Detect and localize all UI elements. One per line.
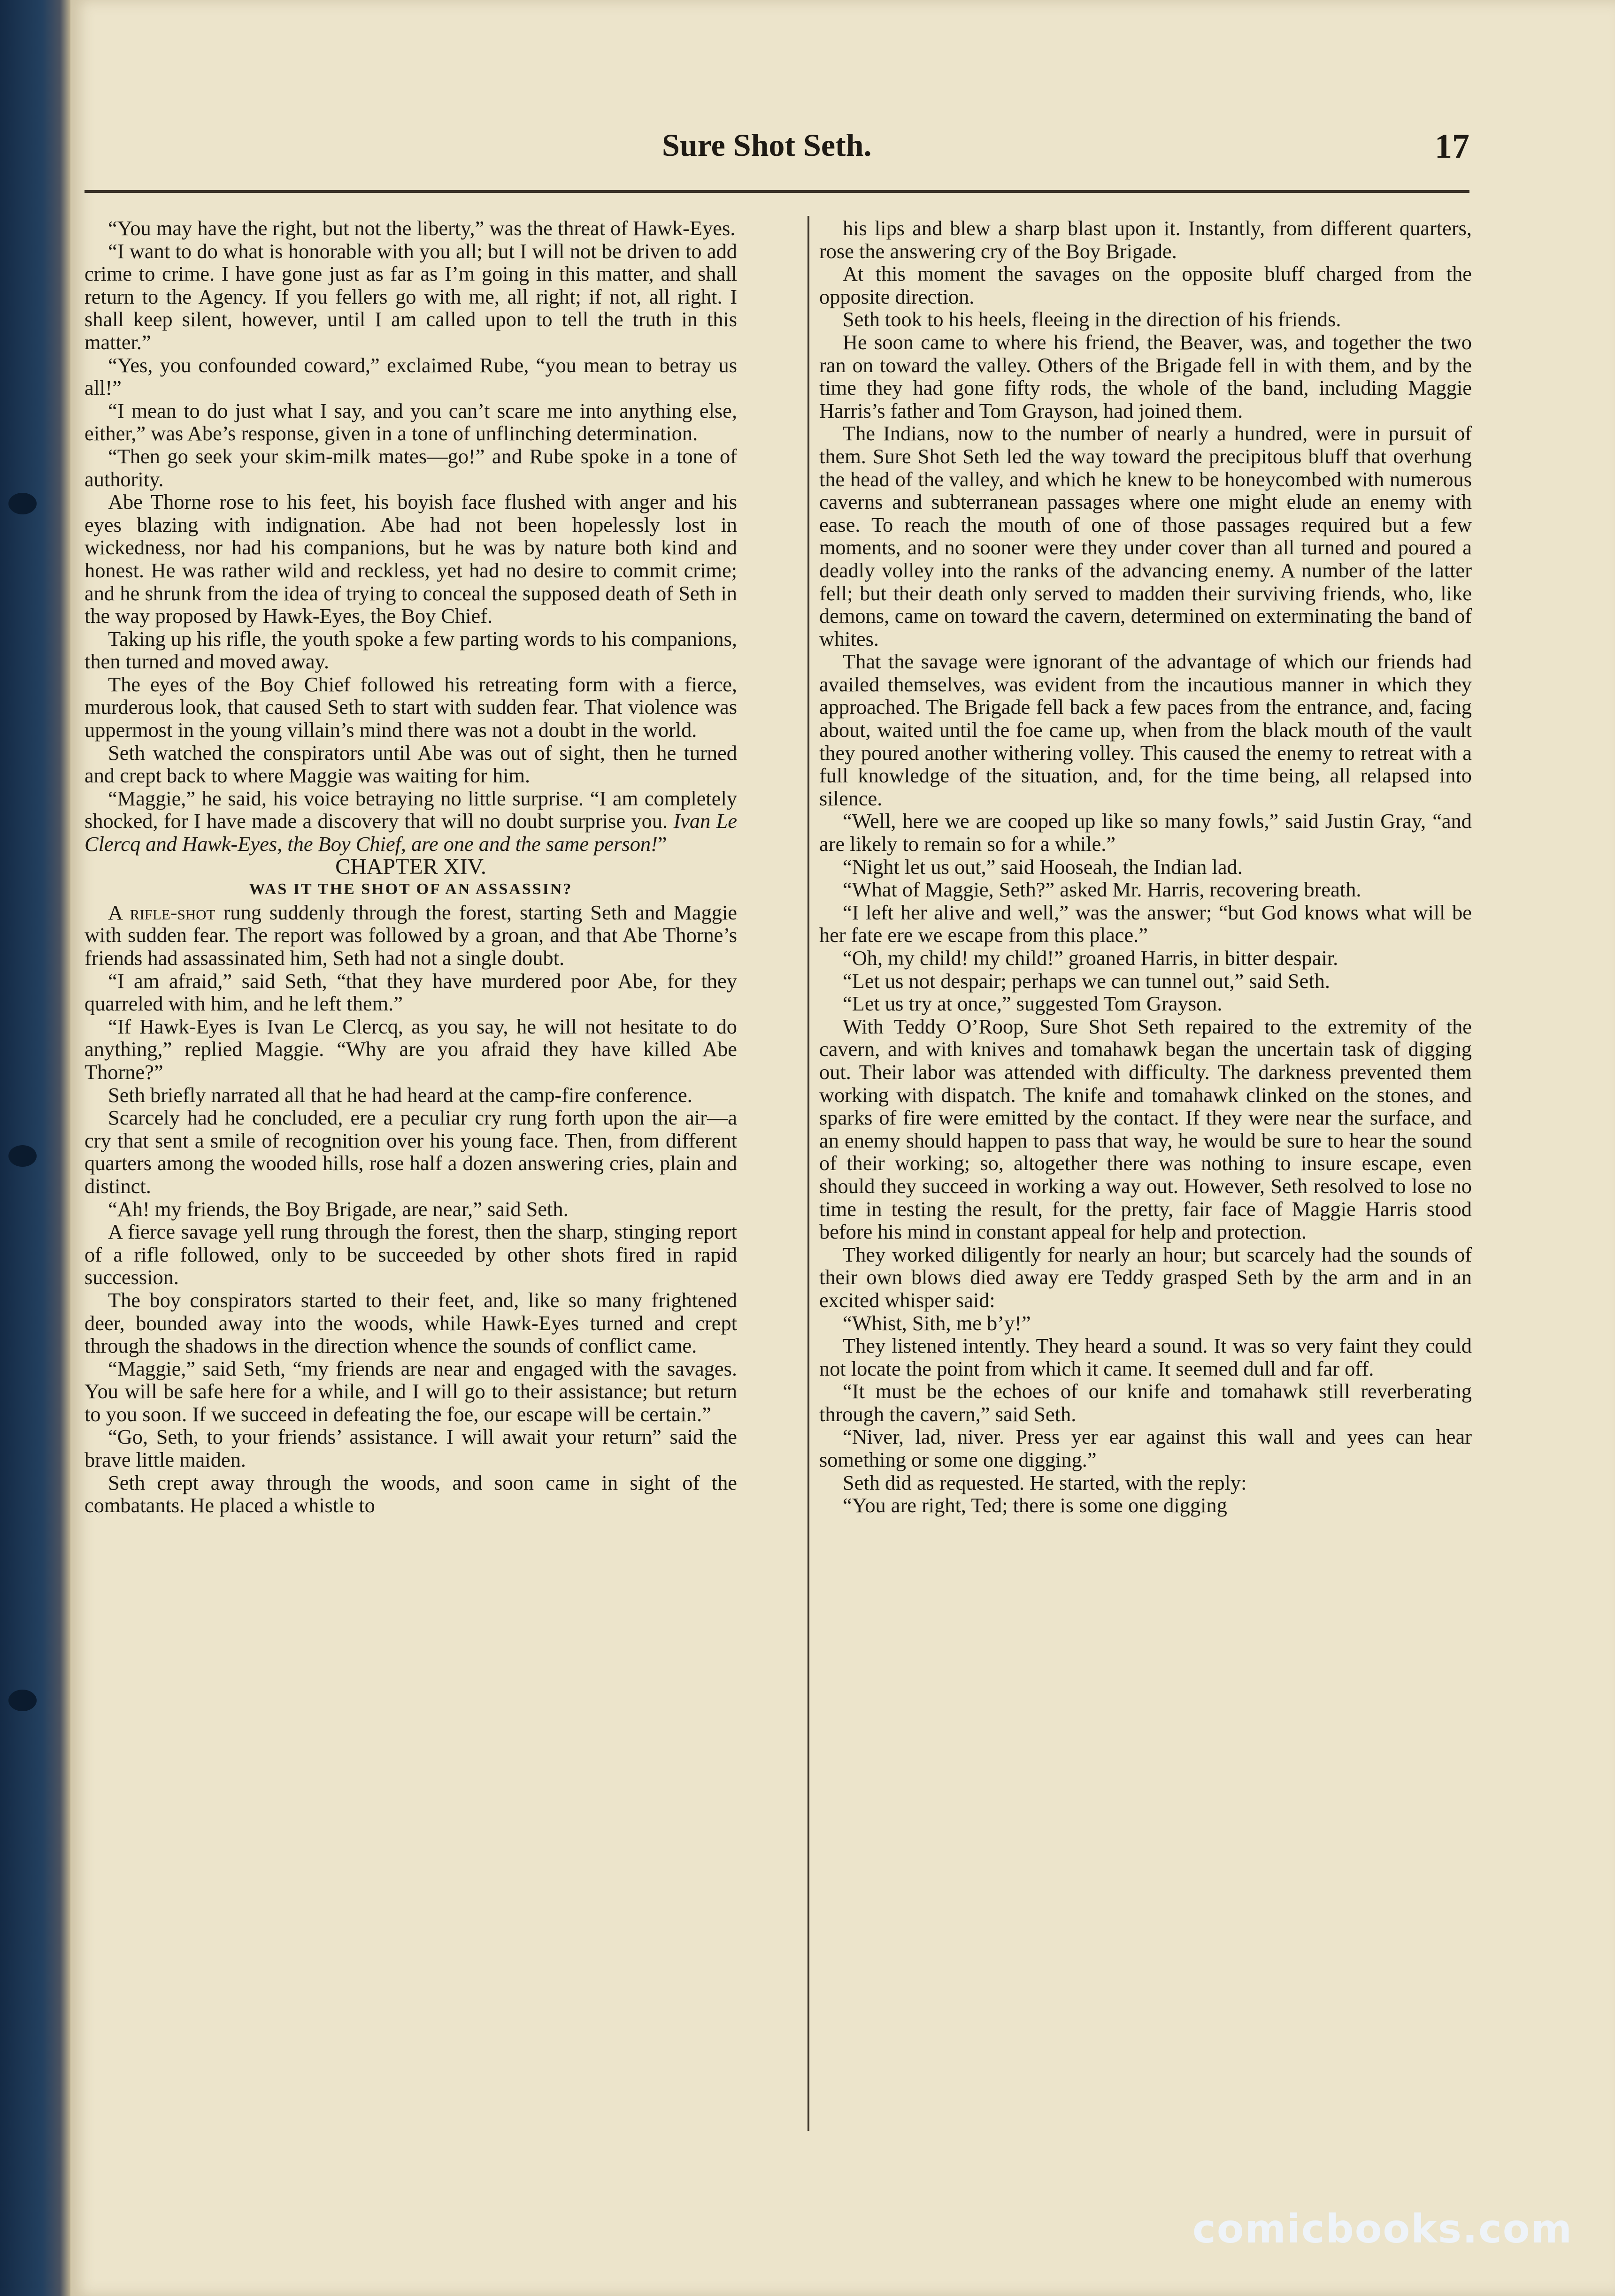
paragraph: He soon came to where his friend, the Beaver, was, and together the two ran on toward the valley. Others of the Brigade fell in with them, and by the time they had gone fifty rods, the whole of the band, including Maggie Harris’s father and Tom Grayson, had joined them. [819,330,1472,422]
paragraph: Seth crept away through the woods, and soon came in sight of the combatants. He placed a whistle to [85,1470,737,1517]
paragraph: The boy conspirators started to their feet, and, like so many frightened deer, bounded away into the woods, while Hawk-Eyes turned and crept through the shadows in the direction whence the sounds of conflict came. [85,1288,737,1358]
paragraph: “Go, Seth, to your friends’ assistance. I will await your return” said the brave little maiden. [85,1425,737,1472]
right-column [819,217,1472,1517]
paragraph: Scarcely had he concluded, ere a peculiar cry rung forth upon the air—a cry that sent a smile of recognition over his young face. Then, from different quarters among the wooded hills, rose half a dozen answering cries, plain and distinct. [85,1106,737,1198]
right-paragraphs [819,217,1472,1517]
paragraph: Seth briefly narrated all that he had heard at the camp-fire conference. [108,1083,692,1107]
paragraph: “Ah! my friends, the Boy Brigade, are near,” said Seth. [108,1197,569,1221]
column-divider [808,216,809,2131]
maggie-paragraph-end: ” [657,832,667,856]
page-number: 17 [1435,127,1469,166]
paragraph: The eyes of the Boy Chief followed his retreating form with a fierce, murderous look, that caused Seth to start with sudden fear. That violence was uppermost in the young villain’s mind there was not a doubt in the world. [85,672,737,742]
paragraph: “Whist, Sith, me b’y!” [843,1311,1031,1335]
paragraph: “Maggie,” said Seth, “my friends are near and engaged with the savages. You will be safe here for a while, and I will go to their assistance; but return to you soon. If we succeed in defeating the foe, our escape will be certain.” [85,1356,737,1426]
paragraph: The Indians, now to the number of nearly a hundred, were in pursuit of them. Sure Shot Seth led the way toward the precipitous bluff that overhung the head of the valley, and which he knew to be honeycombed with numerous caverns and subterranean passages where one might elude an enemy with ease. To reach the mouth of one of those passages required but a few moments, and no sooner were they under cover than all turned and poured a deadly volley into the ranks of the advancing enemy. A number of the latter fell; but their death only served to madden their surviving friends, who, like demons, came on toward the cavern, determined on exterminating the band of whites. [819,421,1472,651]
left-column [85,217,737,1517]
paragraph: “If Hawk-Eyes is Ivan Le Clercq, as you say, he will not hesitate to do anything,” replied Maggie. “Why are you afraid they have killed Abe Thorne?” [85,1014,737,1084]
paragraph: “I mean to do just what I say, and you can’t scare me into anything else, either,” was Abe’s response, given in a tone of unflinching determination. [85,398,737,445]
paragraph: “I am afraid,” said Seth, “that they have murdered poor Abe, for they quarreled with him, and he left them.” [85,969,737,1016]
paragraph: Seth took to his heels, fleeing in the direction of his friends. [843,307,1341,331]
staple-hole [8,1145,37,1167]
running-header [85,127,1469,178]
maggie-paragraph-italic: Ivan Le Clercq and Hawk-Eyes, the Boy Chief, are one and the same person! [85,809,737,856]
paragraph: They worked diligently for nearly an hour; but scarcely had the sounds of their own blows died away ere Teddy grasped Seth by the arm and in an excited whisper said: [819,1242,1472,1312]
header-rule [85,190,1469,193]
paragraph: At this moment the savages on the opposite bluff charged from the opposite direction. [819,262,1472,308]
paragraph: Taking up his rifle, the youth spoke a few parting words to his companions, then turned and moved away. [85,627,737,673]
chapter-first-paragraph [85,901,737,970]
paragraph: Abe Thorne rose to his feet, his boyish face flushed with anger and his eyes blazing with indignation. Abe had not been hopelessly lost in wickedness, nor had his companions, but he was by nature both kind and honest. He was rather wild and reckless, yet had no desire to commit crime; and he shrunk from the idea of trying to conceal the supposed death of Seth in the way proposed by Hawk-Eyes, the Boy Chief. [85,490,737,628]
paragraph: “Niver, lad, niver. Press yer ear against this wall and yees can hear something or some one digging.” [819,1425,1472,1472]
paragraph: “You may have the right, but not the liberty,” was the threat of Hawk-Eyes. [108,216,736,240]
paragraph: They listened intently. They heard a sound. It was so very faint they could not locate the point from which it came. It seemed dull and far off. [819,1334,1472,1380]
staple-hole [8,493,37,514]
paragraph: That the savage were ignorant of the advantage of which our friends had availed themselves, was evident from the incautious manner in which they approached. The Brigade fell back a few paces from the entrance, and, facing about, waited until the foe came up, when from the black mouth of the vault they poured another withering volley. This caused the enemy to retreat with a full knowledge of the situation, and, for the time being, all relapsed into silence. [819,650,1472,810]
chapter-lead-words: A rifle-shot [108,900,215,924]
chapter-first-text: rung suddenly through the forest, starting Seth and Maggie with sudden fear. The report was followed by a groan, and that Abe Thorne’s friends had assassinated him, Seth had not a single doubt. [85,900,737,970]
paragraph: “I want to do what is honorable with you all; but I will not be driven to add crime to crime. I have gone just as far as I’m going in this matter, and shall return to the Agency. If you fellers go with me, all right; if not, all right. I shall keep silent, however, until I am called upon to tell the truth in this matter.” [85,239,737,354]
binding-spine [0,0,70,2296]
paragraph: “Yes, you confounded coward,” exclaimed Rube, “you mean to betray us all!” [85,353,737,400]
running-title: Sure Shot Seth. [662,127,872,163]
site-watermark: comicbooks.com [1192,2206,1573,2252]
paragraph: “Then go seek your skim-milk mates—go!” and Rube spoke in a tone of authority. [85,444,737,491]
paragraph: Seth did as requested. He started, with the reply: [843,1470,1247,1494]
left-paragraphs-before [85,217,737,787]
chapter-title: CHAPTER XIV. [335,854,486,879]
maggie-paragraph-text: “Maggie,” he said, his voice betraying no little surprise. “I am completely shocked, for I have made a discovery that will no doubt surprise you. [85,786,737,833]
paragraph: “Night let us out,” said Hooseah, the Indian lad. [843,855,1243,879]
chapter-subtitle: WAS IT THE SHOT OF AN ASSASSIN? [249,880,573,898]
paragraph: “I left her alive and well,” was the answer; “but God knows what will be her fate ere we escape from this place.” [819,900,1472,947]
left-paragraphs-after [85,970,737,1517]
paragraph: Seth watched the conspirators until Abe was out of sight, then he turned and crept back to where Maggie was waiting for him. [85,741,737,788]
paragraph: “Let us not despair; perhaps we can tunnel out,” said Seth. [843,969,1330,993]
paragraph: “Well, here we are cooped up like so many fowls,” said Justin Gray, “and are likely to remain so for a while.” [819,809,1472,856]
paragraph: “It must be the echoes of our knife and tomahawk still reverberating through the cavern,” said Seth. [819,1379,1472,1426]
paragraph: With Teddy O’Roop, Sure Shot Seth repaired to the extremity of the cavern, and with knives and tomahawk began the uncertain task of digging out. Their labor was attended with difficulty. The darkness prevented them working with dispatch. The knife and tomahawk clinked on the stones, and sparks of fire were emitted by the contact. If they were near the surface, and an enemy should happen to pass that way, he would be sure to hear the sound of their working; so, altogether there was nothing to insure escape, even should they succeed in working a way out. However, Seth resolved to lose no time in testing the result, for the pretty, fair face of Maggie Harris stood before his mind in constant appeal for help and protection. [819,1014,1472,1244]
paragraph: his lips and blew a sharp blast upon it. Instantly, from different quarters, rose the answering cry of the Boy Brigade. [819,216,1472,263]
maggie-paragraph [85,787,737,856]
staple-hole [8,1690,37,1711]
paragraph: “Oh, my child! my child!” groaned Harris, in bitter despair. [843,946,1338,970]
paragraph: “What of Maggie, Seth?” asked Mr. Harris, recovering breath. [843,878,1361,902]
paragraph: “You are right, Ted; there is some one digging [843,1493,1227,1517]
paragraph: “Let us try at once,” suggested Tom Grayson. [843,992,1223,1016]
paragraph: A fierce savage yell rung through the forest, then the sharp, stinging report of a rifle followed, only to be succeeded by other shots fired in rapid succession. [85,1220,737,1289]
